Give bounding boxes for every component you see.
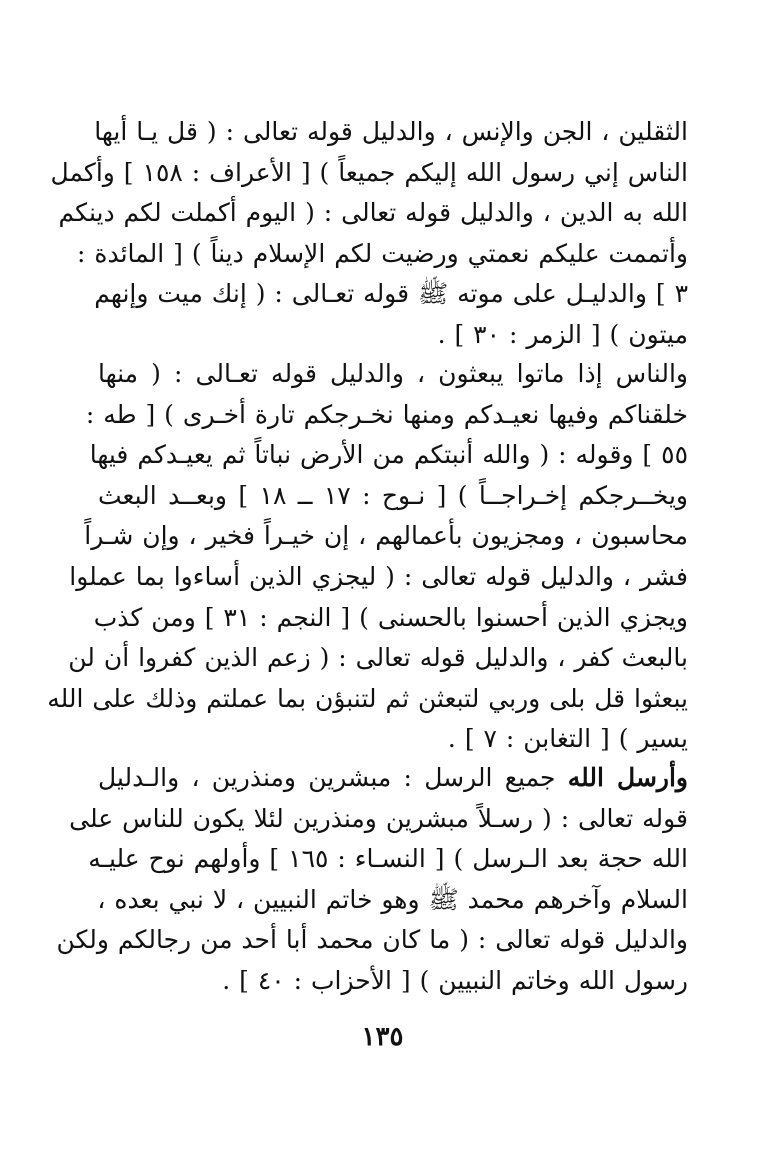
paragraph-line: ٣ ] والدليـل على موته ﷺ قوله تعـالى : ( إنك ميت وإنهم bbox=[94, 279, 688, 309]
paragraph-line: يبعثوا قل بلى وربي لتبعثن ثم لتنبؤن بما عملتم وذلك على الله bbox=[47, 683, 688, 713]
paragraph-2 bbox=[47, 354, 688, 760]
paragraph-line: رسول الله وخاتم النبيين ) [ الأحزاب : ٤٠ ] . bbox=[222, 965, 688, 995]
paragraph-line: والدليل قوله تعالى : ( ما كان محمد أبا أحد من رجالكم ولكن bbox=[56, 925, 688, 955]
paragraph-line: السلام وآخرهم محمد ﷺ وهو خاتم النبيين ، لا نبي بعده ، bbox=[97, 884, 688, 914]
paragraph-line: ٥٥ ] وقوله : ( والله أنبتكم من الأرض نباتاً ثم يعيـدكم فيها bbox=[89, 440, 688, 470]
paragraph-line: الله حجة بعد الـرسل ) [ النسـاء : ١٦٥ ] وأولهم نوح عليـه bbox=[88, 844, 688, 874]
paragraph-3 bbox=[56, 758, 688, 1002]
page-number: ١٣٥ bbox=[361, 1022, 404, 1052]
paragraph-line: الثقلين ، الجن والإنس ، والدليل قوله تعالى : ( قل يـا أيها bbox=[94, 117, 688, 146]
paragraph-line-with-lead bbox=[98, 758, 688, 799]
paragraph-line: يسير ) [ التغابن : ٧ ] . bbox=[447, 724, 688, 754]
paragraph-line: خلقناكم وفيها نعيـدكم ومنها نخـرجكم تارة أخـرى ) [ طه : bbox=[85, 399, 688, 429]
paragraph-line-rest: جميع الرسل : مبشرين ومنذرين ، والـدليل bbox=[98, 763, 568, 792]
paragraph-line: الله به الدين ، والدليل قوله تعالى : ( اليوم أكملت لكم دينكم bbox=[58, 198, 688, 228]
paragraph-line: قوله تعالى : ( رسـلاً مبشرين ومنذرين لئلا يكون للناس على bbox=[69, 803, 688, 833]
paragraph-line: وأتممت عليكم نعمتي ورضيت لكم الإسلام ديناً ) [ المائدة : bbox=[76, 238, 688, 268]
paragraph-line: محاسبون ، ومجزيون بأعمالهم ، إن خيـراً فخير ، وإن شـراً bbox=[84, 521, 688, 551]
paragraph-lead: وأرسل الله bbox=[567, 763, 688, 792]
paragraph-1 bbox=[50, 112, 688, 356]
paragraph-line: بالبعث كفر ، والدليل قوله تعالى : ( زعم الذين كفروا أن لن bbox=[68, 643, 688, 673]
paragraph-line: فشر ، والدليل قوله تعالى : ( ليجزي الذين أساءوا بما عملوا bbox=[69, 561, 688, 591]
paragraph-line: الناس إني رسول الله إليكم جميعاً ) [ الأعراف : ١٥٨ ] وأكمل bbox=[50, 157, 688, 187]
paragraph-line: والناس إذا ماتوا يبعثون ، والدليل قوله تعـالى : ( منها bbox=[98, 359, 688, 388]
paragraph-line: ويخــرجكم إخـراجــاً ) [ نـوح : ١٧ ــ ١٨ ] وبعــد البعث bbox=[98, 480, 688, 510]
paragraph-line: ويجزي الذين أحسنوا بالحسنى ) [ النجم : ٣١ ] ومن كذب bbox=[93, 602, 688, 632]
paragraph-line: ميتون ) [ الزمر : ٣٠ ] . bbox=[437, 319, 688, 349]
